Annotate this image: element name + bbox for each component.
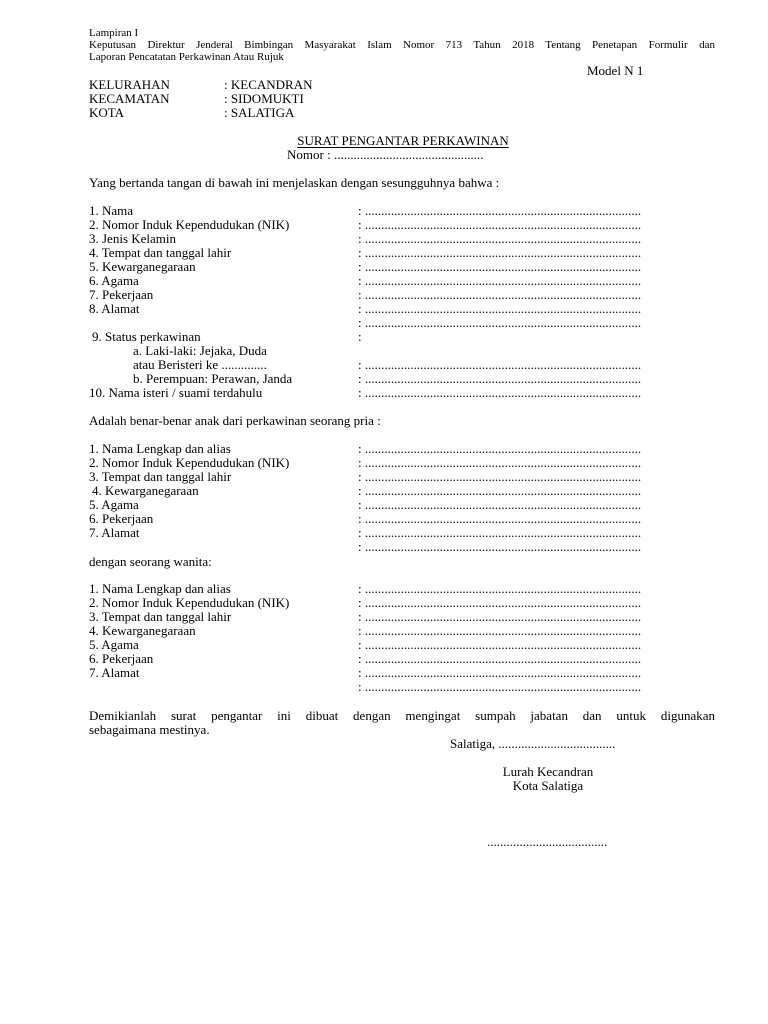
s1-label-alamat: 8. Alamat (89, 301, 140, 316)
document-title: SURAT PENGANTAR PERKAWINAN (297, 133, 509, 148)
model-label: Model N 1 (587, 63, 644, 78)
lampiran-label: Lampiran I (89, 27, 139, 39)
s1-label-perempuan: b. Perempuan: Perawan, Janda (133, 371, 293, 386)
s1-label-pekerjaan: 7. Pekerjaan (89, 287, 154, 302)
s2-label-alamat: 7. Alamat (89, 525, 140, 540)
s1-label-laki: a. Laki-laki: Jejaka, Duda (133, 343, 267, 358)
nomor-line: Nomor : .............................................. (287, 147, 484, 162)
kelurahan-label: KELURAHAN (89, 77, 170, 92)
s3-dots-pekerjaan: : ..................................................................................... (358, 651, 642, 666)
s1-label-kewarganegaraan: 5. Kewarganegaraan (89, 259, 196, 274)
s1-label-jenis-kelamin: 3. Jenis Kelamin (89, 231, 177, 246)
intro-text: Yang bertanda tangan di bawah ini menjelaskan dengan sesungguhnya bahwa : (89, 175, 500, 190)
keputusan-line-1: Keputusan Direktur Jenderal Bimbingan Masyarakat Islam Nomor 713 Tahun 2018 Tentang Penetapan Formulir dan (89, 39, 715, 51)
s1-dots-alamat: : ..................................................................................... (358, 301, 642, 316)
s3-dots-nama: : ..................................................................................... (358, 581, 642, 596)
s2-dots-alamat-2: : ..................................................................................... (358, 539, 642, 554)
s3-label-ttl: 3. Tempat dan tanggal lahir (89, 609, 232, 624)
s2-label-nik: 2. Nomor Induk Kependudukan (NIK) (89, 455, 290, 470)
kelurahan-value: : KECANDRAN (224, 77, 313, 92)
s1-label-nama: 1. Nama (89, 203, 134, 218)
signature-place-date: Salatiga, .................................... (450, 736, 616, 751)
kecamatan-value: : SIDOMUKTI (224, 91, 304, 106)
s1-dots-pasangan-terdahulu: : ..................................................................................... (358, 385, 642, 400)
s1-label-agama: 6. Agama (89, 273, 139, 288)
s1-label-ttl: 4. Tempat dan tanggal lahir (89, 245, 232, 260)
signature-title-2: Kota Salatiga (512, 778, 584, 793)
s1-dots-perempuan: : ..................................................................................... (358, 371, 642, 386)
s1-colon-status: : (358, 329, 362, 344)
s3-dots-alamat: : ..................................................................................... (358, 665, 642, 680)
signature-title-1: Lurah Kecandran (502, 764, 594, 779)
s1-dots-kewarganegaraan: : ..................................................................................... (358, 259, 642, 274)
s1-dots-jenis-kelamin: : ..................................................................................... (358, 231, 642, 246)
kota-label: KOTA (89, 105, 125, 120)
s3-label-agama: 5. Agama (89, 637, 139, 652)
s1-dots-beristeri: : ..................................................................................... (358, 357, 642, 372)
s3-label-nik: 2. Nomor Induk Kependudukan (NIK) (89, 595, 290, 610)
father-intro: Adalah benar-benar anak dari perkawinan seorang pria : (89, 413, 381, 428)
s2-dots-kewarganegaraan: : ..................................................................................... (358, 483, 642, 498)
s1-label-beristeri: atau Beristeri ke .............. (133, 357, 267, 372)
s1-dots-nama: : ..................................................................................... (358, 203, 642, 218)
s2-dots-nama: : ..................................................................................... (358, 441, 642, 456)
s2-dots-agama: : ..................................................................................... (358, 497, 642, 512)
s1-dots-nik: : ..................................................................................... (358, 217, 642, 232)
s1-dots-pekerjaan: : ..................................................................................... (358, 287, 642, 302)
s2-label-nama: 1. Nama Lengkap dan alias (89, 441, 231, 456)
s1-dots-ttl: : ..................................................................................... (358, 245, 642, 260)
kecamatan-label: KECAMATAN (89, 91, 170, 106)
s1-label-pasangan-terdahulu: 10. Nama isteri / suami terdahulu (89, 385, 263, 400)
keputusan-line-2: Laporan Pencatatan Perkawinan Atau Rujuk (89, 51, 284, 63)
closing-line-2: sebagaimana mestinya. (89, 722, 210, 737)
kota-value: : SALATIGA (224, 105, 295, 120)
s2-dots-nik: : ..................................................................................... (358, 455, 642, 470)
s1-dots-agama: : ..................................................................................... (358, 273, 642, 288)
s2-label-kewarganegaraan: 4. Kewarganegaraan (92, 483, 199, 498)
s3-dots-kewarganegaraan: : ..................................................................................... (358, 623, 642, 638)
s3-dots-alamat-2: : ..................................................................................... (358, 679, 642, 694)
s1-label-nik: 2. Nomor Induk Kependudukan (NIK) (89, 217, 290, 232)
s1-label-status: 9. Status perkawinan (92, 329, 201, 344)
s2-label-agama: 5. Agama (89, 497, 139, 512)
mother-intro: dengan seorang wanita: (89, 554, 212, 569)
s1-dots-alamat-2: : ..................................................................................... (358, 315, 642, 330)
s3-label-kewarganegaraan: 4. Kewarganegaraan (89, 623, 196, 638)
s3-label-pekerjaan: 6. Pekerjaan (89, 651, 154, 666)
s3-dots-nik: : ..................................................................................... (358, 595, 642, 610)
s3-dots-ttl: : ..................................................................................... (358, 609, 642, 624)
s3-dots-agama: : ..................................................................................... (358, 637, 642, 652)
closing-line-1: Demikianlah surat pengantar ini dibuat dengan mengingat sumpah jabatan dan untuk digunakan (89, 708, 715, 723)
s2-dots-ttl: : ..................................................................................... (358, 469, 642, 484)
s3-label-alamat: 7. Alamat (89, 665, 140, 680)
s2-label-ttl: 3. Tempat dan tanggal lahir (89, 469, 232, 484)
s2-dots-alamat: : ..................................................................................... (358, 525, 642, 540)
s2-dots-pekerjaan: : ..................................................................................... (358, 511, 642, 526)
signature-name-dots: ..................................... (487, 834, 608, 849)
s3-label-nama: 1. Nama Lengkap dan alias (89, 581, 231, 596)
s2-label-pekerjaan: 6. Pekerjaan (89, 511, 154, 526)
